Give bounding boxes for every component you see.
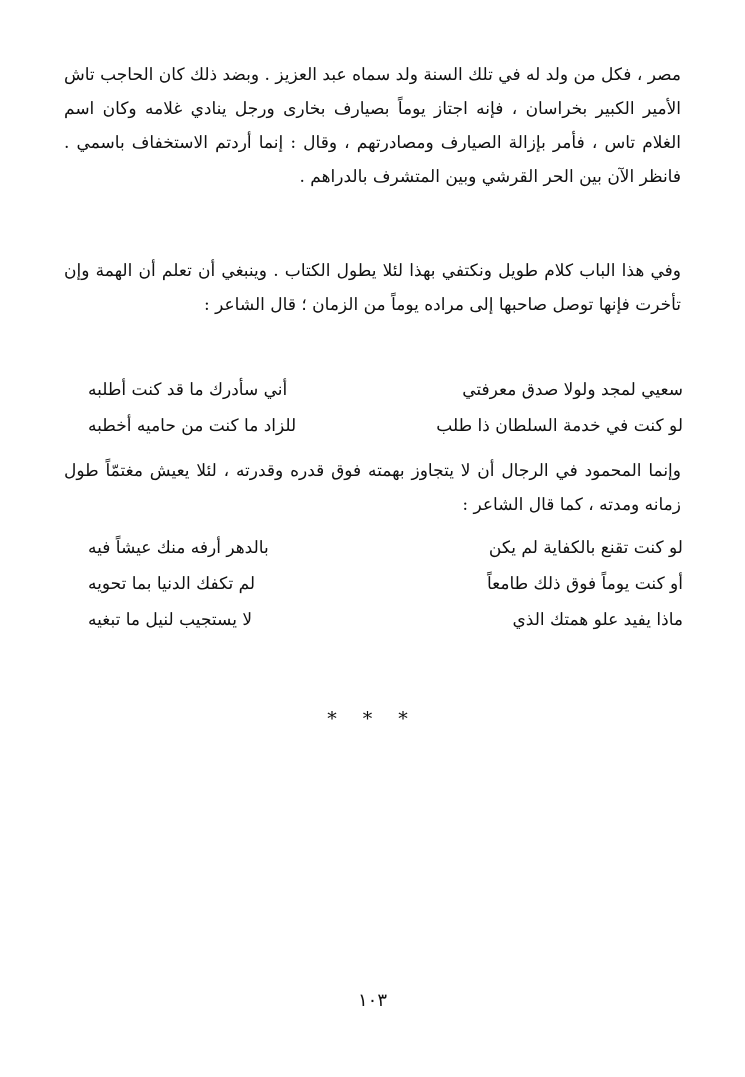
paragraph-2: وفي هذا الباب كلام طويل ونكتفي بهذا لئلا يطول الكتاب . وينبغي أن تعلم أن الهمة وإن تأخرت فإنها توصل صاحبها إلى مراده يوماً من الزمان ؛ قال الشاعر : — [64, 261, 681, 315]
poem-hemistich-first: سعيي لمجد ولولا صدق معرفتي — [462, 380, 683, 400]
poem-hemistich-first: ماذا يفيد علو همتك الذي — [512, 610, 683, 630]
poem-line — [88, 566, 683, 602]
paragraph-3: وإنما المحمود في الرجال أن لا يتجاوز بهمته فوق قدره وقدرته ، لئلا يعيش مغتمّاً طول زمانه ومدته ، كما قال الشاعر : — [64, 461, 681, 515]
poem-2 — [88, 530, 683, 638]
poem-hemistich-first: لو كنت تقنع بالكفاية لم يكن — [488, 538, 683, 558]
poem-1 — [88, 372, 683, 444]
poem-line — [88, 372, 683, 408]
poem-hemistich-second: أني سأدرك ما قد كنت أطلبه — [88, 380, 288, 400]
poem-hemistich-second: لا يستجيب لنيل ما تبغيه — [88, 610, 253, 630]
poem-hemistich-first: أو كنت يوماً فوق ذلك طامعاً — [486, 574, 683, 594]
paragraph-1: مصر ، فكل من ولد له في تلك السنة ولد سماه عبد العزيز . وبضد ذلك كان الحاجب تاش الأمير الكبير بخراسان ، فإنه اجتاز يوماً بصيارف بخارى ورجل ينادي غلامه وكان اسم الغلام تاس ، فأمر بإزالة الصيارف ومصادرتهم ، وقال : إنما أردتم الاستخفاف باسمي . فانظر الآن بين الحر القرشي وبين المتشرف بالدراهم . — [64, 65, 681, 187]
poem-line — [88, 530, 683, 566]
poem-hemistich-second: لم تكفك الدنيا بما تحويه — [88, 574, 256, 594]
poem-hemistich-second: للزاد ما كنت من حاميه أخطبه — [88, 416, 297, 436]
poem-line — [88, 408, 683, 444]
poem-hemistich-second: بالدهر أرفه منك عيشاً فيه — [88, 538, 269, 558]
poem-line — [88, 602, 683, 638]
section-separator: * * * — [327, 708, 418, 730]
poem-hemistich-first: لو كنت في خدمة السلطان ذا طلب — [436, 416, 683, 436]
page-number: ١٠٣ — [357, 990, 387, 1011]
